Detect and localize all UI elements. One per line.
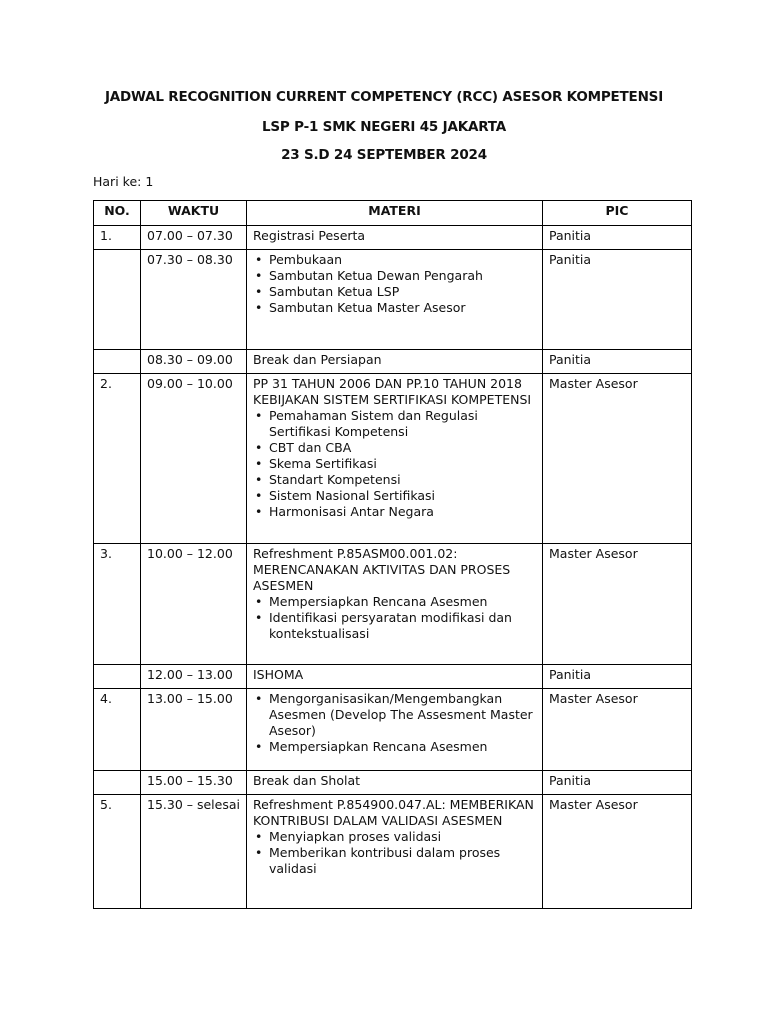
document-title: JADWAL RECOGNITION CURRENT COMPETENCY (RCC) ASESOR KOMPETENSI xyxy=(104,89,664,105)
document-date: 23 S.D 24 SEPTEMBER 2024 xyxy=(281,147,487,163)
row-time: 15.30 – selesai xyxy=(141,795,247,909)
table-row xyxy=(94,226,692,250)
material-item-list xyxy=(253,829,536,877)
material-item: • Skema Sertifikasi xyxy=(269,456,536,472)
row-time: 07.30 – 08.30 xyxy=(141,250,247,350)
material-item: • Sambutan Ketua Dewan Pengarah xyxy=(269,268,536,284)
row-material xyxy=(247,374,543,544)
row-number xyxy=(94,250,141,350)
material-heading: ISHOMA xyxy=(253,667,304,682)
row-material xyxy=(247,544,543,665)
material-item: • Memberikan kontribusi dalam proses validasi xyxy=(269,845,536,877)
header-material: MATERI xyxy=(247,201,543,226)
material-heading: Registrasi Peserta xyxy=(253,228,366,243)
row-number: 1. xyxy=(94,226,141,250)
material-item: • Identifikasi persyaratan modifikasi dan kontekstualisasi xyxy=(269,610,536,642)
header-time: WAKTU xyxy=(141,201,247,226)
row-number xyxy=(94,350,141,374)
material-item: • Mempersiapkan Rencana Asesmen xyxy=(269,594,536,610)
document-subtitle: LSP P-1 SMK NEGERI 45 JAKARTA xyxy=(262,119,506,135)
material-heading: Break dan Sholat xyxy=(253,773,361,788)
table-row xyxy=(94,771,692,795)
row-number xyxy=(94,771,141,795)
material-item: • Harmonisasi Antar Negara xyxy=(269,504,536,520)
material-item: • Mempersiapkan Rencana Asesmen xyxy=(269,739,536,755)
material-heading: PP 31 TAHUN 2006 DAN PP.10 TAHUN 2018 KEBIJAKAN SISTEM SERTIFIKASI KOMPETENSI xyxy=(253,376,532,407)
material-item-list xyxy=(253,691,536,755)
row-number xyxy=(94,665,141,689)
material-item: • Sambutan Ketua Master Asesor xyxy=(269,300,536,316)
row-pic: Panitia xyxy=(543,665,692,689)
table-row xyxy=(94,795,692,909)
row-number: 4. xyxy=(94,689,141,771)
row-number: 2. xyxy=(94,374,141,544)
material-heading: Refreshment P.854900.047.AL: MEMBERIKAN KONTRIBUSI DALAM VALIDASI ASESMEN xyxy=(253,797,534,828)
row-time: 09.00 – 10.00 xyxy=(141,374,247,544)
row-pic: Master Asesor xyxy=(543,795,692,909)
material-heading: Break dan Persiapan xyxy=(253,352,382,367)
row-time: 08.30 – 09.00 xyxy=(141,350,247,374)
header-no: NO. xyxy=(94,201,141,226)
row-pic: Master Asesor xyxy=(543,374,692,544)
material-item: • Sambutan Ketua LSP xyxy=(269,284,536,300)
row-pic: Master Asesor xyxy=(543,689,692,771)
header-pic: PIC xyxy=(543,201,692,226)
table-row xyxy=(94,374,692,544)
material-item-list xyxy=(253,594,536,642)
schedule-table xyxy=(93,200,692,909)
row-time: 15.00 – 15.30 xyxy=(141,771,247,795)
row-time: 12.00 – 13.00 xyxy=(141,665,247,689)
material-item: • Mengorganisasikan/Mengembangkan Asesmen (Develop The Assesment Master Asesor) xyxy=(269,691,536,739)
row-pic: Master Asesor xyxy=(543,544,692,665)
material-item: • Menyiapkan proses validasi xyxy=(269,829,536,845)
row-pic: Panitia xyxy=(543,771,692,795)
table-row xyxy=(94,665,692,689)
row-time: 07.00 – 07.30 xyxy=(141,226,247,250)
material-item: • CBT dan CBA xyxy=(269,440,536,456)
material-item: • Sistem Nasional Sertifikasi xyxy=(269,488,536,504)
table-row xyxy=(94,250,692,350)
row-material xyxy=(247,250,543,350)
material-heading: Refreshment P.85ASM00.001.02: MERENCANAKAN AKTIVITAS DAN PROSES ASESMEN xyxy=(253,546,511,593)
table-row xyxy=(94,544,692,665)
row-time: 10.00 – 12.00 xyxy=(141,544,247,665)
row-material xyxy=(247,350,543,374)
row-number: 5. xyxy=(94,795,141,909)
row-number: 3. xyxy=(94,544,141,665)
table-row xyxy=(94,350,692,374)
table-header-row xyxy=(94,201,692,226)
row-pic: Panitia xyxy=(543,350,692,374)
day-label: Hari ke: 1 xyxy=(93,174,154,189)
table-row xyxy=(94,689,692,771)
row-material xyxy=(247,226,543,250)
row-material xyxy=(247,795,543,909)
row-pic: Panitia xyxy=(543,226,692,250)
row-pic: Panitia xyxy=(543,250,692,350)
material-item: • Pemahaman Sistem dan Regulasi Sertifikasi Kompetensi xyxy=(269,408,536,440)
material-item: • Standart Kompetensi xyxy=(269,472,536,488)
material-item-list xyxy=(253,252,536,316)
material-item-list xyxy=(253,408,536,520)
row-material xyxy=(247,689,543,771)
row-time: 13.00 – 15.00 xyxy=(141,689,247,771)
material-item: • Pembukaan xyxy=(269,252,536,268)
row-material xyxy=(247,665,543,689)
row-material xyxy=(247,771,543,795)
